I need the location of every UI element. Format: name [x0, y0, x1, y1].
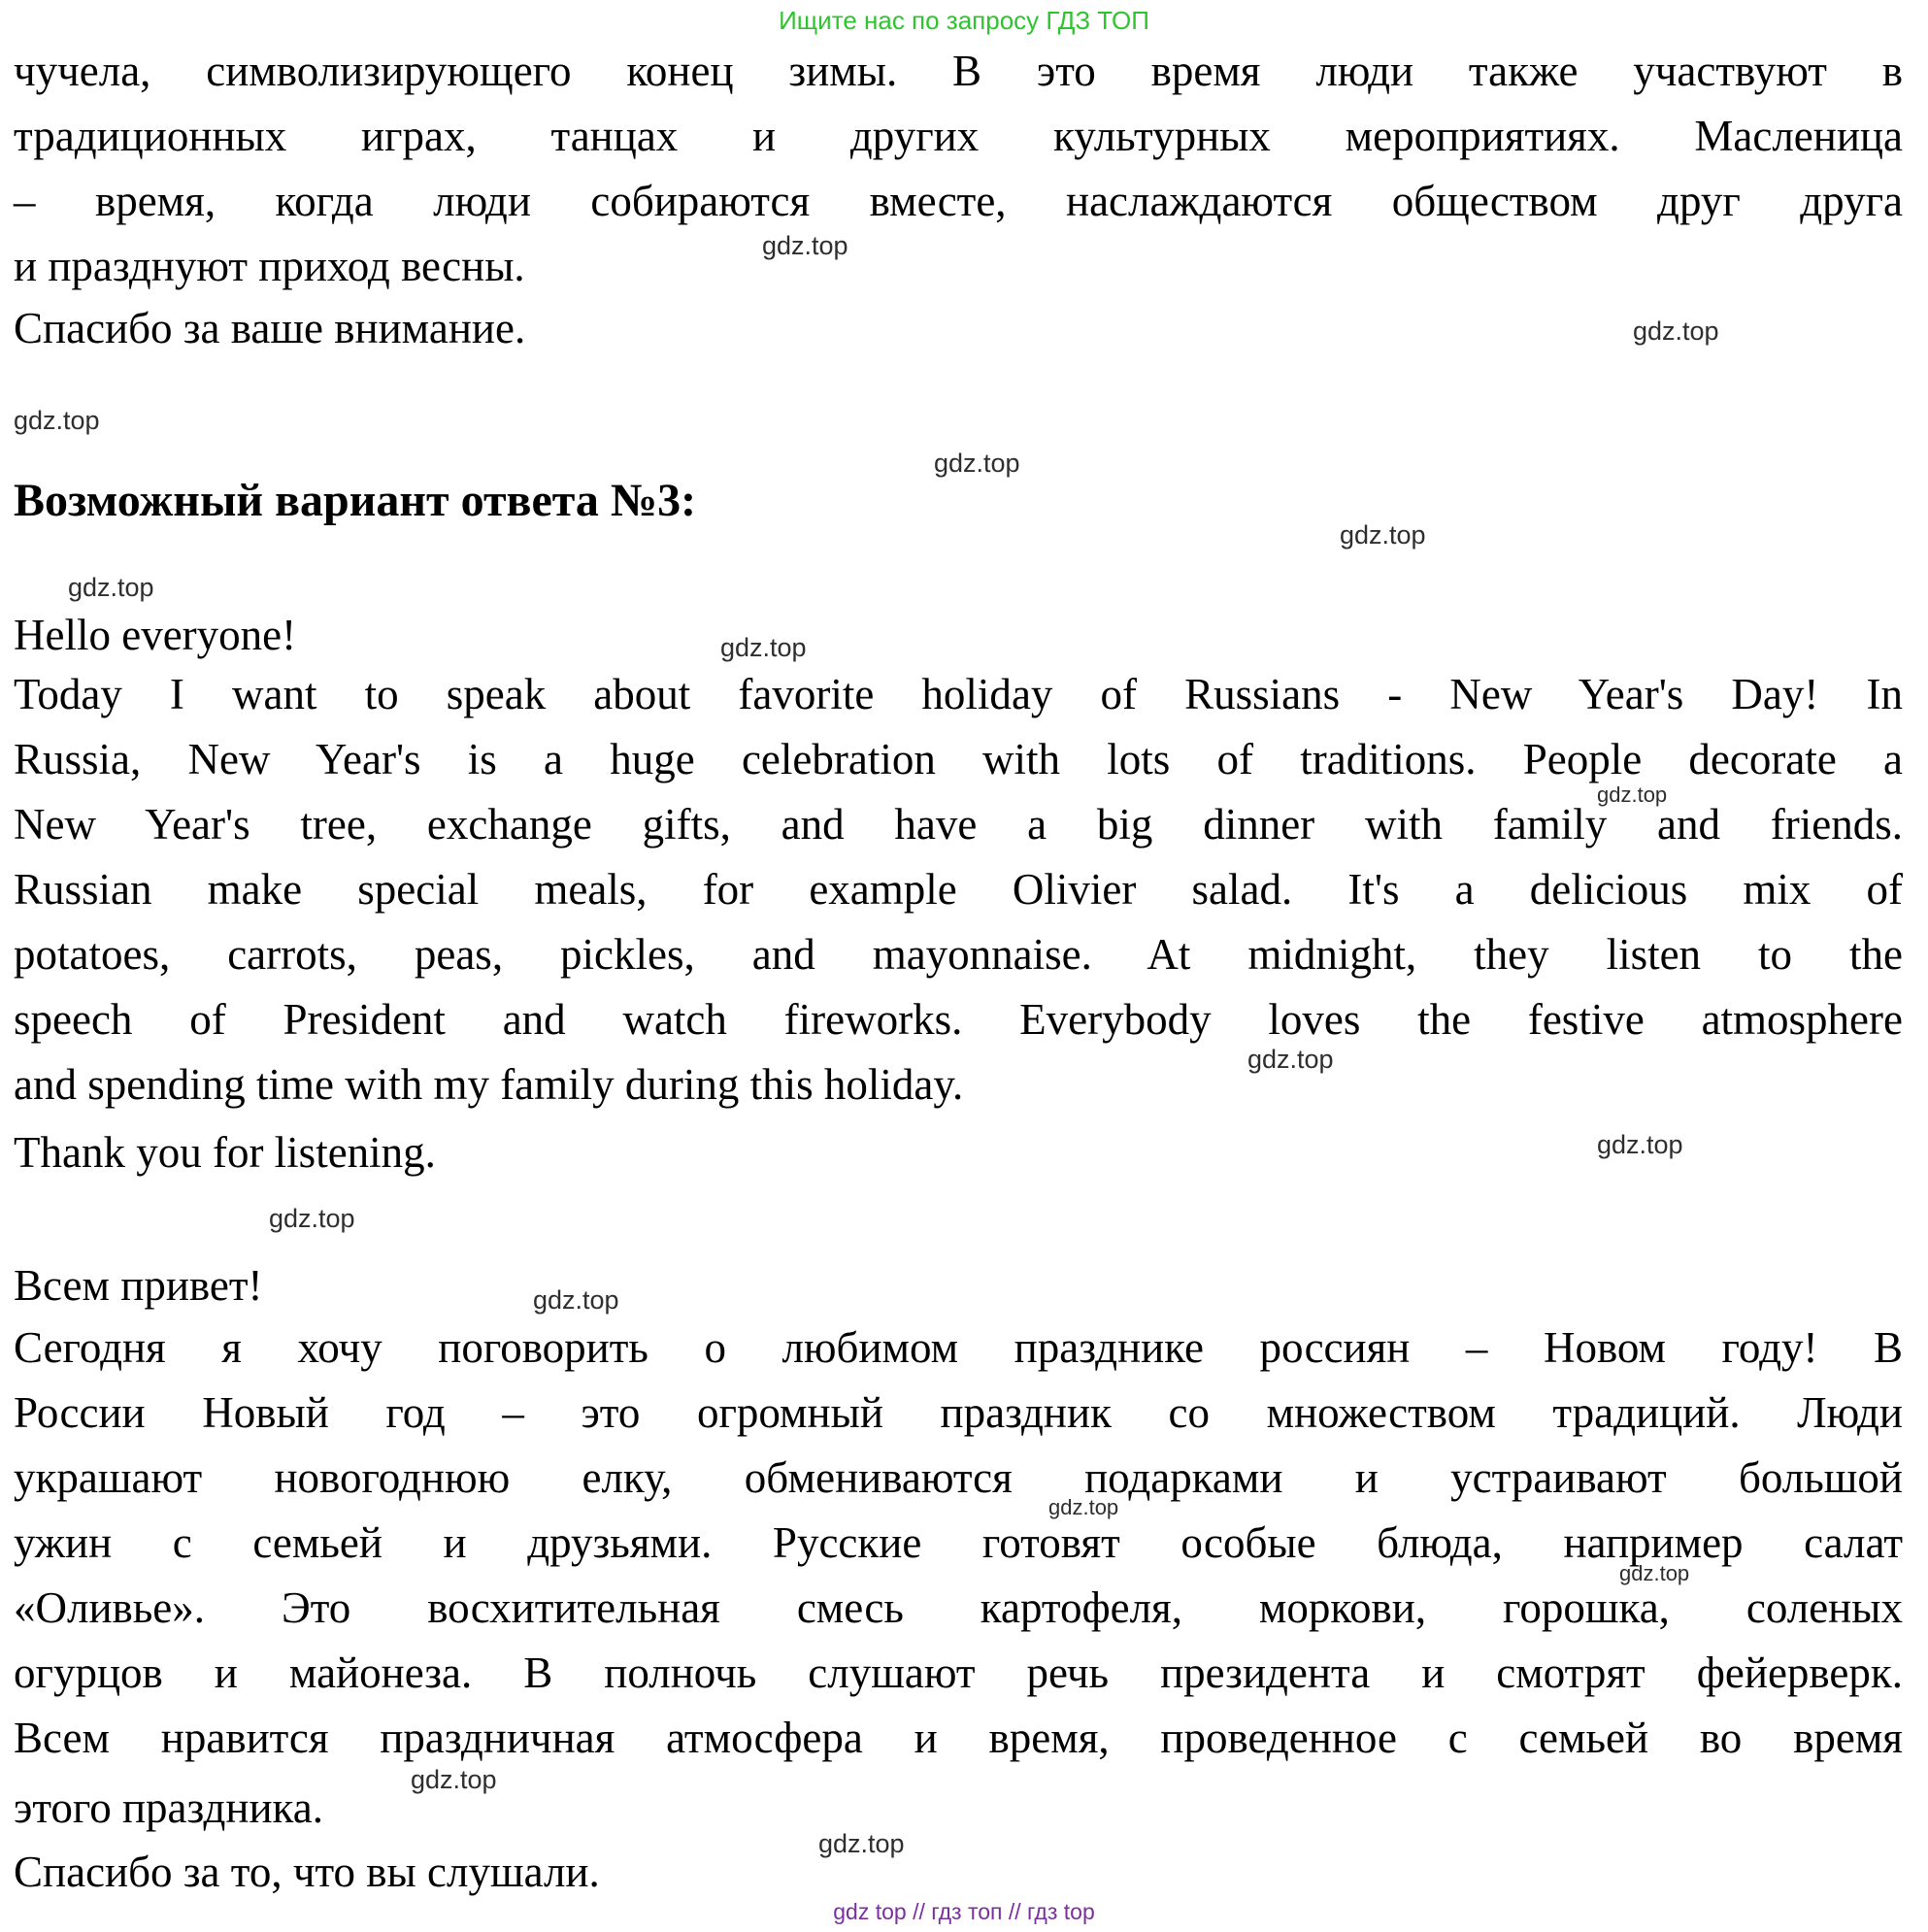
text-line: России Новый год – это огромный праздник со множеством традиций. Люди — [14, 1388, 1903, 1437]
text-line: ужин с семьей и друзьями. Русские готовят особые блюда, например салат — [14, 1518, 1903, 1567]
gdz-watermark: gdz.top — [269, 1204, 355, 1233]
greeting-ru: Всем привет! — [14, 1261, 263, 1310]
text-line: украшают новогоднюю елку, обмениваются подарками и устраивают большой — [14, 1453, 1903, 1502]
paragraph-ru-2-lastline: этого праздника. — [14, 1783, 323, 1832]
gdz-watermark: gdz.top — [720, 633, 807, 662]
text-line: Всем нравится праздничная атмосфера и время, проведенное с семьей во время — [14, 1714, 1903, 1762]
thanks-ru-1: Спасибо за ваше внимание. — [14, 304, 526, 352]
gdz-watermark: gdz.top — [14, 406, 100, 435]
paragraph-ru-1 — [14, 39, 1903, 299]
text-line: Russia, New Year's is a huge celebration with lots of traditions. People decorate a — [14, 735, 1903, 783]
gdz-watermark: gdz.top — [1633, 316, 1719, 346]
promo-header: Ищите нас по запросу ГДЗ ТОП — [779, 6, 1149, 35]
text-line: чучела, символизирующего конец зимы. В это время люди также участвуют в — [14, 47, 1903, 95]
gdz-watermark: gdz.top — [1340, 520, 1426, 550]
gdz-watermark: gdz.top — [411, 1765, 497, 1794]
footer-sitelinks: gdz top // гдз топ // гдз top — [833, 1899, 1095, 1924]
text-line: «Оливье». Это восхитительная смесь картофеля, моркови, горошка, соленых — [14, 1583, 1903, 1632]
text-line: традиционных играх, танцах и других культурных мероприятиях. Масленица — [14, 112, 1903, 160]
text-line: New Year's tree, exchange gifts, and have a big dinner with family and friends. — [14, 800, 1903, 849]
text-line: и празднуют приход весны. — [14, 242, 525, 290]
paragraph-ru-2 — [14, 1316, 1903, 1771]
text-line: огурцов и майонеза. В полночь слушают речь президента и смотрят фейерверк. — [14, 1649, 1903, 1697]
gdz-watermark: gdz.top — [1247, 1045, 1334, 1074]
text-line: – время, когда люди собираются вместе, наслаждаются обществом друг друга — [14, 177, 1903, 225]
gdz-watermark: gdz.top — [533, 1285, 619, 1315]
gdz-watermark: gdz.top — [1597, 1130, 1683, 1159]
gdz-watermark: gdz.top — [68, 573, 154, 602]
thanks-en: Thank you for listening. — [14, 1128, 436, 1177]
text-line: Сегодня я хочу поговорить о любимом празднике россиян – Новом году! В — [14, 1323, 1903, 1372]
answer-heading: Возможный вариант ответа №3: — [14, 475, 697, 526]
gdz-watermark: gdz.top — [1619, 1561, 1690, 1585]
thanks-ru-2: Спасибо за то, что вы слушали. — [14, 1848, 600, 1896]
gdz-watermark: gdz.top — [1048, 1495, 1119, 1519]
gdz-watermark: gdz.top — [762, 231, 848, 260]
text-line: potatoes, carrots, peas, pickles, and mayonnaise. At midnight, they listen to the — [14, 930, 1903, 979]
text-line: and spending time with my family during this holiday. — [14, 1060, 964, 1109]
greeting-en: Hello everyone! — [14, 611, 297, 659]
paragraph-en — [14, 662, 1903, 1117]
text-line: Today I want to speak about favorite holiday of Russians - New Year's Day! In — [14, 670, 1903, 718]
gdz-watermark: gdz.top — [934, 449, 1020, 478]
gdz-watermark: gdz.top — [1597, 783, 1668, 807]
text-line: Russian make special meals, for example Olivier salad. It's a delicious mix of — [14, 865, 1903, 914]
text-line: speech of President and watch fireworks. Everybody loves the festive atmosphere — [14, 995, 1903, 1044]
gdz-watermark: gdz.top — [818, 1829, 905, 1858]
